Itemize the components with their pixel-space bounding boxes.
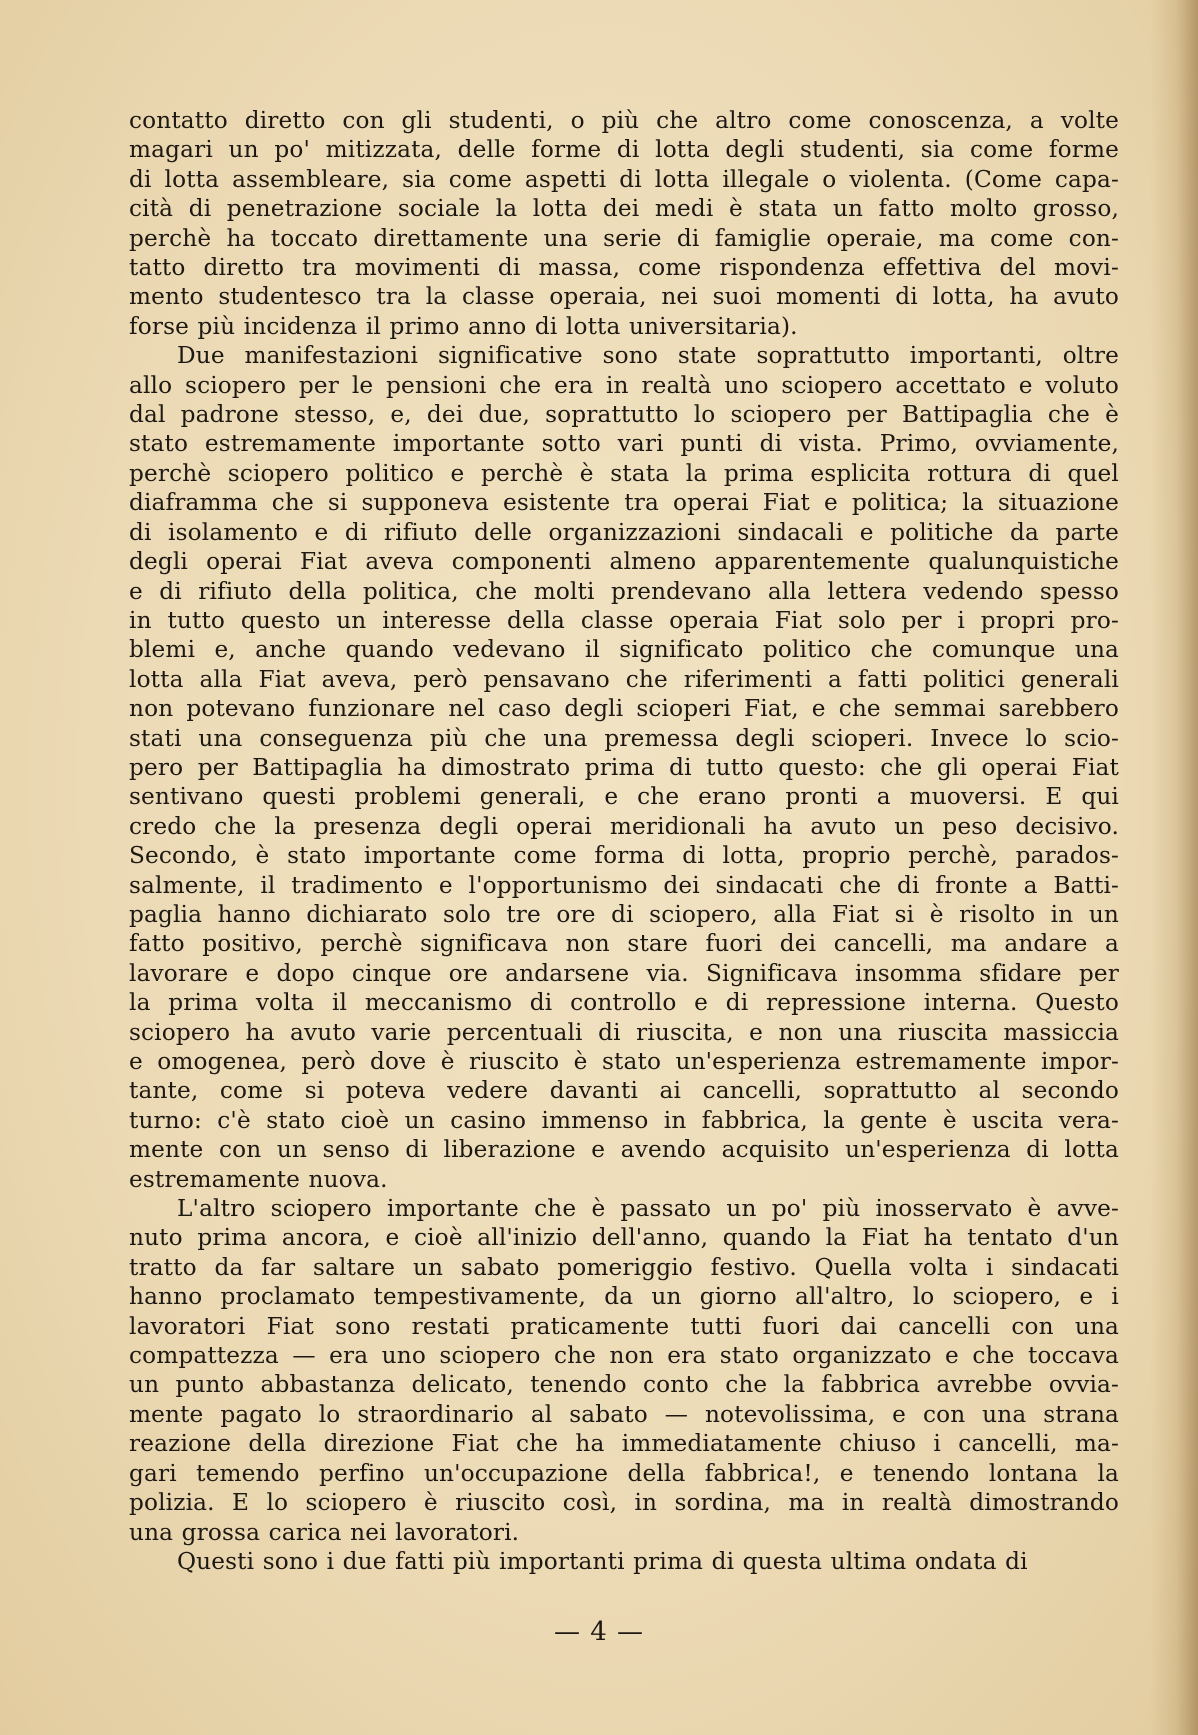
text-line: lavorare e dopo cinque ore andarsene via. Significava insomma sfidare per — [129, 959, 1119, 987]
text-line: mento studentesco tra la classe operaia, nei suoi momenti di lotta, ha avuto — [129, 283, 1119, 311]
text-line: turno: c'è stato cioè un casino immenso in fabbrica, la gente è uscita vera- — [129, 1106, 1119, 1134]
text-line: mente pagato lo straordinario al sabato — notevolissima, e con una strana — [129, 1400, 1119, 1428]
text-line: salmente, il tradimento e l'opportunismo dei sindacati che di fronte a Batti- — [129, 871, 1119, 899]
text-line: forse più incidenza il primo anno di lotta universitaria). — [129, 312, 798, 340]
text-line: in tutto questo un interesse della classe operaia Fiat solo per i propri pro- — [129, 606, 1119, 634]
text-line: lotta alla Fiat aveva, però pensavano che riferimenti a fatti politici generali — [129, 665, 1119, 693]
body-text — [129, 106, 1119, 1576]
text-line: sentivano questi problemi generali, e che erano pronti a muoversi. E qui — [129, 783, 1119, 811]
text-line: stati una conseguenza più che una premessa degli scioperi. Invece lo scio- — [129, 724, 1119, 752]
page-number: — 4 — — [553, 1617, 645, 1647]
text-line: fatto positivo, perchè significava non stare fuori dei cancelli, ma andare a — [129, 930, 1119, 958]
text-line: estremamente nuova. — [129, 1165, 388, 1193]
text-line: degli operai Fiat aveva componenti almeno apparentemente qualunquistiche — [129, 548, 1119, 576]
text-line: allo sciopero per le pensioni che era in realtà uno sciopero accettato e voluto — [129, 371, 1119, 399]
text-line: L'altro sciopero importante che è passato un po' più inosservato è avve- — [177, 1195, 1119, 1223]
text-line: Secondo, è stato importante come forma di lotta, proprio perchè, parados- — [129, 842, 1119, 870]
text-line: compattezza — era uno sciopero che non era stato organizzato e che toccava — [129, 1342, 1119, 1370]
text-line: tratto da far saltare un sabato pomeriggio festivo. Quella volta i sindacati — [129, 1253, 1119, 1281]
paragraph — [129, 1547, 1119, 1576]
paragraph — [129, 106, 1119, 341]
text-line: pero per Battipaglia ha dimostrato prima di tutto questo: che gli operai Fiat — [129, 753, 1119, 781]
text-line: tatto diretto tra movimenti di massa, come rispondenza effettiva del movi- — [129, 254, 1119, 282]
text-line: Due manifestazioni significative sono state soprattutto importanti, oltre — [177, 342, 1119, 370]
text-line: un punto abbastanza delicato, tenendo conto che la fabbrica avrebbe ovvia- — [129, 1371, 1119, 1399]
text-line: nuto prima ancora, e cioè all'inizio dell'anno, quando la Fiat ha tentato d'un — [129, 1224, 1119, 1252]
text-line: paglia hanno dichiarato solo tre ore di sciopero, alla Fiat si è risolto in un — [129, 900, 1119, 928]
text-line: contatto diretto con gli studenti, o più che altro come conoscenza, a volte — [129, 107, 1119, 134]
paragraph — [129, 1194, 1119, 1547]
text-line: mente con un senso di liberazione e avendo acquisito un'esperienza di lotta — [129, 1136, 1119, 1164]
text-line: blemi e, anche quando vedevano il significato politico che comunque una — [129, 636, 1119, 664]
text-line: reazione della direzione Fiat che ha immediatamente chiuso i cancelli, ma- — [129, 1430, 1119, 1458]
text-line: credo che la presenza degli operai meridionali ha avuto un peso decisivo. — [129, 812, 1119, 840]
text-line: Questi sono i due fatti più importanti prima di questa ultima ondata di — [177, 1547, 1028, 1575]
text-line: hanno proclamato tempestivamente, da un giorno all'altro, lo sciopero, e i — [129, 1283, 1119, 1311]
text-line: dal padrone stesso, e, dei due, soprattutto lo sciopero per Battipaglia che è — [129, 401, 1119, 429]
text-line: e di rifiuto della politica, che molti prendevano alla lettera vedendo spesso — [129, 577, 1119, 605]
text-line: gari temendo perfino un'occupazione della fabbrica!, e tenendo lontana la — [129, 1459, 1119, 1487]
text-line: polizia. E lo sciopero è riuscito così, in sordina, ma in realtà dimostrando — [129, 1489, 1119, 1517]
text-line: sciopero ha avuto varie percentuali di riuscita, e non una riuscita massiccia — [129, 1018, 1119, 1046]
text-line: e omogenea, però dove è riuscito è stato un'esperienza estremamente impor- — [129, 1048, 1119, 1075]
text-line: perchè sciopero politico e perchè è stata la prima esplicita rottura di quel — [129, 459, 1119, 487]
text-line: diaframma che si supponeva esistente tra operai Fiat e politica; la situazione — [129, 489, 1119, 517]
text-line: la prima volta il meccanismo di controllo e di repressione interna. Questo — [129, 989, 1119, 1017]
text-line: di lotta assembleare, sia come aspetti di lotta illegale o violenta. (Come capa- — [129, 165, 1119, 193]
text-line: lavoratori Fiat sono restati praticamente tutti fuori dai cancelli con una — [129, 1312, 1119, 1340]
text-line: di isolamento e di rifiuto delle organizzazioni sindacali e politiche da parte — [129, 518, 1119, 546]
text-line: una grossa carica nei lavoratori. — [129, 1518, 520, 1546]
text-line: cità di penetrazione sociale la lotta dei medi è stata un fatto molto grosso, — [129, 195, 1119, 223]
text-line: tante, come si poteva vedere davanti ai cancelli, soprattutto al secondo — [129, 1077, 1119, 1105]
text-line: stato estremamente importante sotto vari punti di vista. Primo, ovviamente, — [129, 430, 1119, 458]
text-line: perchè ha toccato direttamente una serie di famiglie operaie, ma come con- — [129, 224, 1119, 252]
text-line: non potevano funzionare nel caso degli scioperi Fiat, e che semmai sarebbero — [129, 695, 1119, 723]
page-edge-shadow — [1150, 0, 1198, 1735]
text-line: magari un po' mitizzata, delle forme di lotta degli studenti, sia come forme — [129, 136, 1119, 164]
paragraph — [129, 341, 1119, 1194]
